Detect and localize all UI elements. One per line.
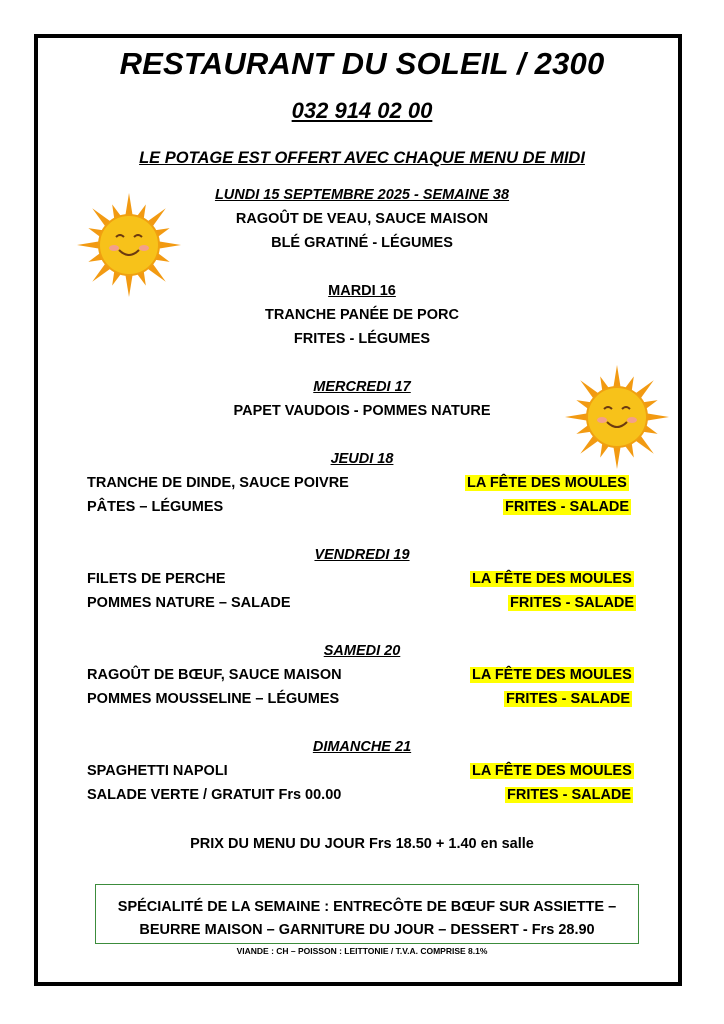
- monday-dish-2: BLÉ GRATINÉ - LÉGUMES: [271, 235, 453, 251]
- day-title-wednesday-text: MERCREDI 17: [313, 379, 411, 395]
- specialty-line-2: BEURRE MAISON – GARNITURE DU JOUR – DESSERT - Frs 28.90: [139, 922, 595, 938]
- tuesday-dish-1: TRANCHE PANÉE DE PORC: [265, 307, 459, 323]
- sunday-special-2: FRITES - SALADE: [507, 787, 632, 803]
- day-title-wednesday: [0, 379, 724, 395]
- day-title-saturday-text: SAMEDI 20: [323, 643, 401, 659]
- day-title-sunday-text: DIMANCHE 21: [312, 739, 412, 755]
- tuesday-dish-2: FRITES - LÉGUMES: [293, 331, 431, 347]
- day-title-friday-text: VENDREDI 19: [314, 547, 410, 563]
- origin-footnote: VIANDE : CH – POISSON : LEITTONIE / T.V.A. COMPRISE 8.1%: [236, 946, 488, 956]
- saturday-special-1: LA FÊTE DES MOULES: [472, 667, 632, 683]
- friday-dish-2: POMMES NATURE – SALADE: [87, 595, 291, 611]
- day-title-monday-text: LUNDI 15 SEPTEMBRE 2025 - SEMAINE 38: [214, 187, 510, 203]
- daily-menu-price: PRIX DU MENU DU JOUR Frs 18.50 + 1.40 en salle: [190, 836, 534, 852]
- thursday-dish-2: PÂTES – LÉGUMES: [87, 499, 224, 515]
- specialty-box: [95, 884, 639, 944]
- phone-number-text: 032 914 02 00: [291, 98, 433, 123]
- thursday-special-2: FRITES - SALADE: [505, 499, 630, 515]
- friday-special-1: LA FÊTE DES MOULES: [472, 571, 632, 587]
- day-title-thursday: [0, 451, 724, 467]
- day-title-monday: [0, 187, 724, 203]
- restaurant-title: RESTAURANT DU SOLEIL / 2300: [119, 46, 605, 81]
- sunday-dish-1: SPAGHETTI NAPOLI: [87, 763, 228, 779]
- thursday-special-1: LA FÊTE DES MOULES: [467, 475, 627, 491]
- specialty-line-1: SPÉCIALITÉ DE LA SEMAINE : ENTRECÔTE DE BŒUF SUR ASSIETTE –: [117, 899, 617, 915]
- day-title-thursday-text: JEUDI 18: [330, 451, 394, 467]
- thursday-dish-1: TRANCHE DE DINDE, SAUCE POIVRE: [87, 475, 349, 491]
- intro-text: LE POTAGE EST OFFERT AVEC CHAQUE MENU DE MIDI: [139, 149, 585, 167]
- saturday-dish-1: RAGOÛT DE BŒUF, SAUCE MAISON: [87, 667, 342, 683]
- day-title-tuesday-text: MARDI 16: [328, 283, 396, 299]
- saturday-special-2: FRITES - SALADE: [506, 691, 631, 707]
- sunday-special-1: LA FÊTE DES MOULES: [472, 763, 632, 779]
- friday-special-2: FRITES - SALADE: [510, 595, 635, 611]
- day-title-tuesday: [0, 283, 724, 299]
- phone-number: [0, 98, 724, 124]
- sunday-dish-2: SALADE VERTE / GRATUIT Frs 00.00: [87, 787, 342, 803]
- saturday-dish-2: POMMES MOUSSELINE – LÉGUMES: [87, 691, 340, 707]
- wednesday-dish-1: PAPET VAUDOIS - POMMES NATURE: [233, 403, 491, 419]
- monday-dish-1: RAGOÛT DE VEAU, SAUCE MAISON: [235, 211, 489, 227]
- friday-dish-1: FILETS DE PERCHE: [87, 571, 226, 587]
- day-title-sunday: [0, 739, 724, 755]
- intro-line: [0, 149, 724, 168]
- day-title-saturday: [0, 643, 724, 659]
- day-title-friday: [0, 547, 724, 563]
